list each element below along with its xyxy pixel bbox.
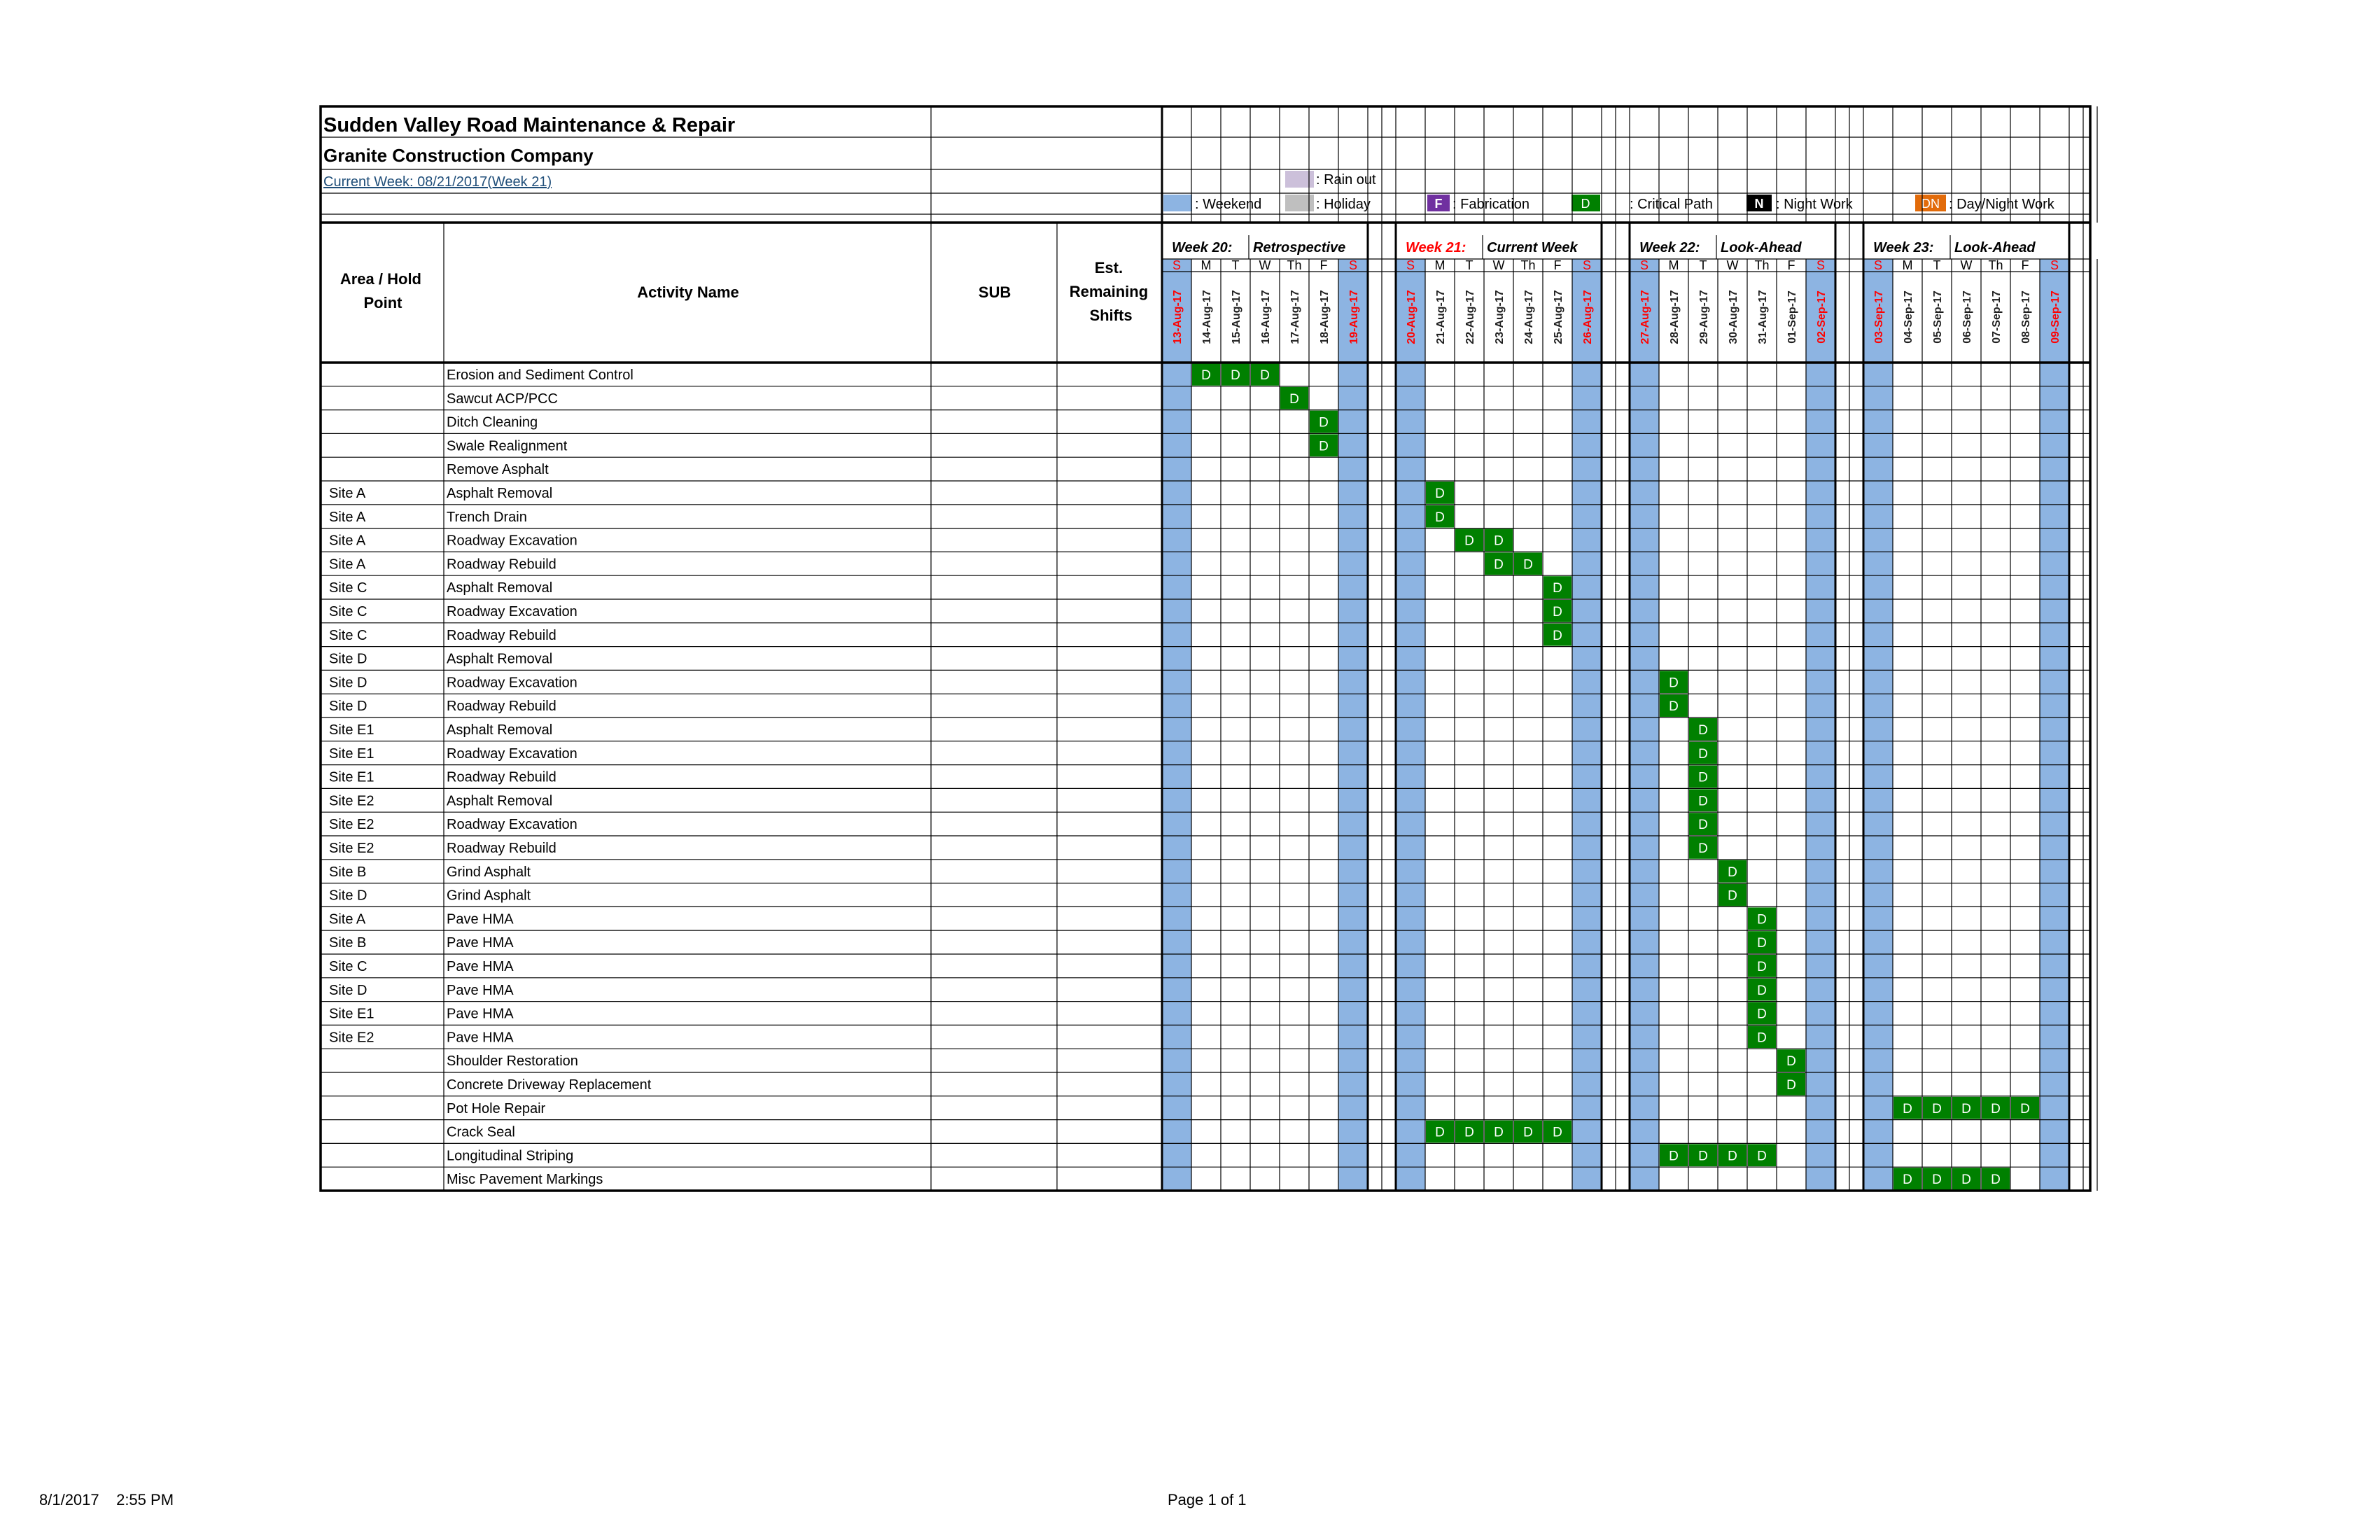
- date-label: 21-Aug-17: [1435, 290, 1447, 344]
- activity-name-cell: Swale Realignment: [447, 438, 568, 454]
- day-letter: S: [1348, 258, 1358, 272]
- shift-code: D: [2020, 1101, 2030, 1116]
- shift-code: D: [1260, 368, 1270, 383]
- day-letter: W: [1259, 258, 1271, 272]
- activity-name-cell: Roadway Rebuild: [447, 769, 556, 785]
- area-cell: Site B: [329, 935, 367, 951]
- shift-code: D: [1932, 1172, 1942, 1188]
- activity-name-cell: Grind Asphalt: [447, 888, 531, 904]
- table-row: [329, 907, 1776, 930]
- area-cell: Site E1: [329, 1006, 374, 1022]
- day-letter: W: [1960, 258, 1973, 272]
- day-letter: M: [1668, 258, 1679, 272]
- column-headers: [340, 259, 1152, 324]
- shift-code: D: [1757, 983, 1767, 998]
- shift-code: D: [1757, 936, 1767, 951]
- table-row: [329, 624, 1572, 646]
- shift-code: D: [1698, 818, 1708, 833]
- area-cell: Site C: [329, 604, 368, 620]
- date-label: 16-Aug-17: [1260, 290, 1272, 344]
- table-row: [447, 411, 1338, 433]
- day-letter: Th: [1520, 258, 1536, 272]
- day-letter: F: [1787, 258, 1795, 272]
- week-number: Week 23:: [1873, 240, 1934, 255]
- date-label: 31-Aug-17: [1757, 290, 1769, 344]
- day-letter: T: [1465, 258, 1474, 272]
- date-label: 27-Aug-17: [1639, 290, 1651, 344]
- legend-weekend-swatch: [1163, 195, 1192, 211]
- activity-name-cell: Erosion and Sediment Control: [447, 368, 634, 383]
- activity-name-cell: Asphalt Removal: [447, 722, 553, 738]
- week-21-header: [1406, 240, 1594, 344]
- activity-name-cell: Pave HMA: [447, 982, 514, 998]
- date-label: 26-Aug-17: [1582, 290, 1594, 344]
- date-label: 01-Sep-17: [1786, 290, 1798, 344]
- shift-code: D: [1728, 888, 1737, 904]
- legend-weekend-label: : Weekend: [1195, 197, 1262, 212]
- area-header: [340, 270, 426, 312]
- legend-fabrication-code: F: [1434, 197, 1443, 211]
- shift-code: D: [1961, 1101, 1971, 1116]
- shift-code: D: [1757, 1030, 1767, 1046]
- table-row: [329, 789, 1717, 811]
- area-cell: Site A: [329, 533, 366, 549]
- est-header-line2: Remaining: [1069, 283, 1149, 300]
- activity-name-cell: Roadway Rebuild: [447, 627, 556, 643]
- table-row: [447, 363, 1279, 386]
- date-label: 05-Sep-17: [1932, 290, 1944, 344]
- day-letter: T: [1933, 258, 1941, 272]
- shift-code: D: [1991, 1101, 2001, 1116]
- day-letter: M: [1434, 258, 1446, 272]
- project-title: Sudden Valley Road Maintenance & Repair: [323, 114, 736, 136]
- table-row: [329, 860, 1746, 883]
- week-label: Retrospective: [1253, 240, 1346, 255]
- activity-name-cell: Sawcut ACP/PCC: [447, 391, 558, 407]
- shift-code: D: [1757, 1007, 1767, 1022]
- shift-code: D: [1903, 1101, 1912, 1116]
- shift-code: D: [1494, 557, 1504, 573]
- area-cell: Site C: [329, 627, 368, 643]
- activity-name-cell: Asphalt Removal: [447, 486, 553, 501]
- table-row: [329, 505, 1454, 528]
- shift-code: D: [1231, 368, 1240, 383]
- weekend-column: [1806, 272, 1835, 1191]
- activity-name-cell: Crack Seal: [447, 1124, 515, 1140]
- area-cell: Site D: [329, 982, 368, 998]
- date-label: 09-Sep-17: [2050, 290, 2062, 344]
- shift-code: D: [1523, 1125, 1533, 1140]
- area-header-line2: Point: [363, 294, 402, 312]
- shift-code: D: [1757, 1149, 1767, 1164]
- weekend-column: [1572, 272, 1602, 1191]
- est-header-line1: Est.: [1094, 259, 1124, 276]
- area-cell: Site A: [329, 911, 366, 927]
- shift-code: D: [1319, 439, 1329, 454]
- day-letter: S: [1639, 258, 1649, 272]
- page-number: Page 1 of 1: [1168, 1491, 1247, 1508]
- shift-code: D: [1698, 723, 1708, 738]
- week-label: Current Week: [1487, 240, 1578, 255]
- activity-name-cell: Pave HMA: [447, 1006, 514, 1022]
- shift-code: D: [1786, 1078, 1796, 1093]
- day-letter: Th: [1754, 258, 1770, 272]
- activity-name-cell: Roadway Excavation: [447, 533, 578, 549]
- activity-name-cell: Roadway Excavation: [447, 675, 578, 691]
- shift-code: D: [1698, 770, 1708, 785]
- area-cell: Site A: [329, 556, 366, 573]
- date-label: 15-Aug-17: [1231, 290, 1242, 344]
- activity-header: Activity Name: [637, 284, 739, 301]
- shift-code: D: [1698, 794, 1708, 809]
- day-letter: T: [1231, 258, 1240, 272]
- area-cell: Site B: [329, 864, 367, 880]
- area-cell: Site A: [329, 509, 366, 525]
- date-label: 08-Sep-17: [2020, 290, 2032, 344]
- date-label: 20-Aug-17: [1406, 290, 1418, 344]
- day-letter: S: [1816, 258, 1826, 272]
- shift-code: D: [1669, 676, 1679, 691]
- print-timestamp: 8/1/2017 2:55 PM: [39, 1491, 174, 1508]
- activity-name-cell: Asphalt Removal: [447, 793, 553, 809]
- shift-code: D: [1201, 368, 1211, 383]
- legend-fabrication-label: : Fabrication: [1452, 197, 1530, 212]
- activity-name-cell: Remove Asphalt: [447, 462, 549, 478]
- activity-name-cell: Roadway Excavation: [447, 817, 578, 833]
- week-headers: [1172, 240, 2062, 344]
- activity-name-cell: Roadway Rebuild: [447, 556, 556, 573]
- activity-name-cell: Shoulder Restoration: [447, 1054, 578, 1070]
- activity-name-cell: Roadway Excavation: [447, 746, 578, 762]
- shift-code: D: [1728, 864, 1737, 880]
- week-number: Week 20:: [1172, 240, 1233, 255]
- day-letter: S: [1406, 258, 1415, 272]
- shift-code: D: [1523, 557, 1533, 573]
- table-row: [329, 1002, 1776, 1025]
- activity-name-cell: Asphalt Removal: [447, 580, 553, 596]
- day-letter: F: [1553, 258, 1562, 272]
- area-cell: Site D: [329, 699, 368, 715]
- table-row: [329, 979, 1776, 1001]
- day-letter: W: [1726, 258, 1739, 272]
- table-row: [329, 718, 1717, 741]
- table-row: [447, 1097, 2039, 1119]
- week-22-header: [1639, 240, 1828, 344]
- shift-code: D: [1289, 391, 1299, 407]
- shift-code: D: [1494, 1125, 1504, 1140]
- date-label: 22-Aug-17: [1464, 290, 1476, 344]
- est-header-line3: Shifts: [1089, 307, 1133, 324]
- area-cell: Site C: [329, 959, 368, 974]
- activity-name-cell: Trench Drain: [447, 509, 527, 525]
- area-cell: Site E2: [329, 817, 374, 833]
- shift-code: D: [1961, 1172, 1971, 1188]
- date-label: 25-Aug-17: [1553, 290, 1564, 344]
- shift-code: D: [1903, 1172, 1912, 1188]
- day-letter: M: [1200, 258, 1212, 272]
- table-row: [447, 434, 1338, 456]
- date-label: 04-Sep-17: [1903, 290, 1914, 344]
- shift-code: D: [1669, 699, 1679, 715]
- day-letter: M: [1902, 258, 1913, 272]
- weekend-column: [2040, 272, 2069, 1191]
- date-label: 07-Sep-17: [1991, 290, 2003, 344]
- activity-name-cell: Roadway Excavation: [447, 604, 578, 620]
- table-row: [329, 529, 1513, 552]
- sub-header: SUB: [978, 284, 1011, 301]
- table-row: [329, 813, 1717, 835]
- table-row: [447, 1168, 2010, 1190]
- area-cell: Site E2: [329, 1030, 374, 1046]
- weekend-column: [1162, 272, 1191, 1191]
- activity-name-cell: Roadway Rebuild: [447, 699, 556, 715]
- legend-night-label: : Night Work: [1776, 197, 1853, 212]
- legend-critical-label: : Critical Path: [1630, 197, 1713, 212]
- date-label: 29-Aug-17: [1698, 290, 1710, 344]
- week-number: Week 22:: [1639, 240, 1700, 255]
- day-letter: S: [1873, 258, 1883, 272]
- table-row: [329, 1026, 1776, 1048]
- shift-code: D: [1553, 581, 1562, 596]
- weekend-column: [1630, 272, 1659, 1191]
- activity-name-cell: Pave HMA: [447, 959, 514, 974]
- activity-name-cell: Pot Hole Repair: [447, 1100, 546, 1116]
- legend-daynight-label: : Day/Night Work: [1949, 197, 2054, 212]
- logo-background: [1424, 112, 1694, 169]
- day-letter: W: [1492, 258, 1505, 272]
- shift-code: D: [1786, 1054, 1796, 1070]
- activity-name-cell: Pave HMA: [447, 935, 514, 951]
- shift-code: D: [1728, 1149, 1737, 1164]
- date-label: 02-Sep-17: [1816, 290, 1828, 344]
- shift-code: D: [1494, 533, 1504, 549]
- activity-name-cell: Asphalt Removal: [447, 651, 553, 667]
- weekend-column: [1396, 272, 1425, 1191]
- day-letter: S: [2050, 258, 2059, 272]
- shift-code: D: [1698, 746, 1708, 762]
- activity-name-cell: Pave HMA: [447, 911, 514, 927]
- shift-code: D: [1757, 960, 1767, 974]
- date-label: 14-Aug-17: [1201, 290, 1213, 344]
- activity-name-cell: Roadway Rebuild: [447, 841, 556, 856]
- shift-code: D: [1435, 510, 1445, 525]
- table-row: [329, 652, 552, 667]
- legend: [1163, 171, 2055, 212]
- date-label: 30-Aug-17: [1728, 290, 1740, 344]
- date-label: 28-Aug-17: [1669, 290, 1681, 344]
- area-cell: Site D: [329, 675, 368, 691]
- day-letter: S: [1582, 258, 1592, 272]
- shift-code: D: [1932, 1101, 1942, 1116]
- area-cell: Site A: [329, 486, 366, 501]
- legend-daynight-code: DN: [1921, 197, 1940, 211]
- day-letter: Th: [1287, 258, 1302, 272]
- day-letter: S: [1172, 258, 1182, 272]
- legend-holiday-label: : Holiday: [1316, 197, 1371, 212]
- activity-name-cell: Ditch Cleaning: [447, 414, 538, 430]
- est-shifts-header: [1070, 259, 1153, 324]
- date-label: 23-Aug-17: [1494, 290, 1506, 344]
- activity-name-cell: Grind Asphalt: [447, 864, 531, 880]
- day-letter: T: [1699, 258, 1707, 272]
- week-label: Look-Ahead: [1721, 240, 1802, 255]
- shift-code: D: [1757, 912, 1767, 927]
- week-20-header: [1172, 240, 1360, 344]
- shift-code: D: [1553, 1125, 1562, 1140]
- shift-code: D: [1991, 1172, 2001, 1188]
- area-cell: Site E2: [329, 793, 374, 809]
- table-row: [329, 600, 1572, 622]
- area-cell: Site E1: [329, 769, 374, 785]
- table-row: [329, 955, 1776, 977]
- table-row: [329, 576, 1572, 598]
- date-label: 06-Sep-17: [1961, 290, 1973, 344]
- table-row: [447, 462, 549, 477]
- activity-name-cell: Misc Pavement Markings: [447, 1172, 603, 1188]
- weekend-column: [1338, 272, 1368, 1191]
- table-row: [329, 742, 1717, 764]
- shift-code: D: [1669, 1149, 1679, 1164]
- day-letter: Th: [1988, 258, 2003, 272]
- shift-code: D: [1553, 628, 1562, 643]
- shift-code: D: [1435, 486, 1445, 501]
- activity-name-cell: Pave HMA: [447, 1030, 514, 1046]
- shift-code: D: [1464, 1125, 1474, 1140]
- company-name: Granite Construction Company: [323, 145, 594, 166]
- area-cell: Site E1: [329, 746, 374, 762]
- area-cell: Site E1: [329, 722, 374, 738]
- shift-code: D: [1553, 605, 1562, 620]
- date-label: 13-Aug-17: [1172, 290, 1184, 344]
- legend-rain-out-swatch: [1285, 171, 1314, 188]
- week-number: Week 21:: [1406, 240, 1466, 255]
- shift-code: D: [1698, 841, 1708, 856]
- weekend-column: [1863, 272, 1893, 1191]
- date-label: 19-Aug-17: [1348, 290, 1360, 344]
- legend-holiday-swatch: [1285, 195, 1314, 211]
- table-row: [329, 482, 1454, 504]
- date-label: 18-Aug-17: [1319, 290, 1331, 344]
- area-header-line1: Area / Hold: [340, 270, 422, 288]
- shift-code: D: [1464, 533, 1474, 549]
- activity-name-cell: Longitudinal Striping: [447, 1148, 574, 1164]
- shift-code: D: [1435, 1125, 1445, 1140]
- legend-critical-code: D: [1581, 197, 1590, 211]
- area-cell: Site D: [329, 651, 368, 667]
- date-label: 24-Aug-17: [1523, 290, 1535, 344]
- date-label: 17-Aug-17: [1289, 290, 1301, 344]
- activity-name-cell: Concrete Driveway Replacement: [447, 1077, 652, 1093]
- week-23-header: [1873, 240, 2062, 344]
- table-row: [329, 884, 1746, 906]
- date-label: 03-Sep-17: [1873, 290, 1885, 344]
- shift-code: D: [1698, 1149, 1708, 1164]
- day-letter: F: [1320, 258, 1328, 272]
- current-week-label[interactable]: Current Week: 08/21/2017(Week 21): [323, 174, 552, 190]
- area-cell: Site D: [329, 888, 368, 904]
- area-cell: Site E2: [329, 841, 374, 856]
- legend-rain-out-label: : Rain out: [1316, 172, 1376, 188]
- table-row: [329, 766, 1717, 788]
- shift-code: D: [1319, 415, 1329, 430]
- week-label: Look-Ahead: [1954, 240, 2036, 255]
- legend-night-code: N: [1754, 197, 1764, 211]
- table-row: [329, 931, 1776, 953]
- table-row: [329, 836, 1717, 859]
- day-letter: F: [2021, 258, 2029, 272]
- area-cell: Site C: [329, 580, 368, 596]
